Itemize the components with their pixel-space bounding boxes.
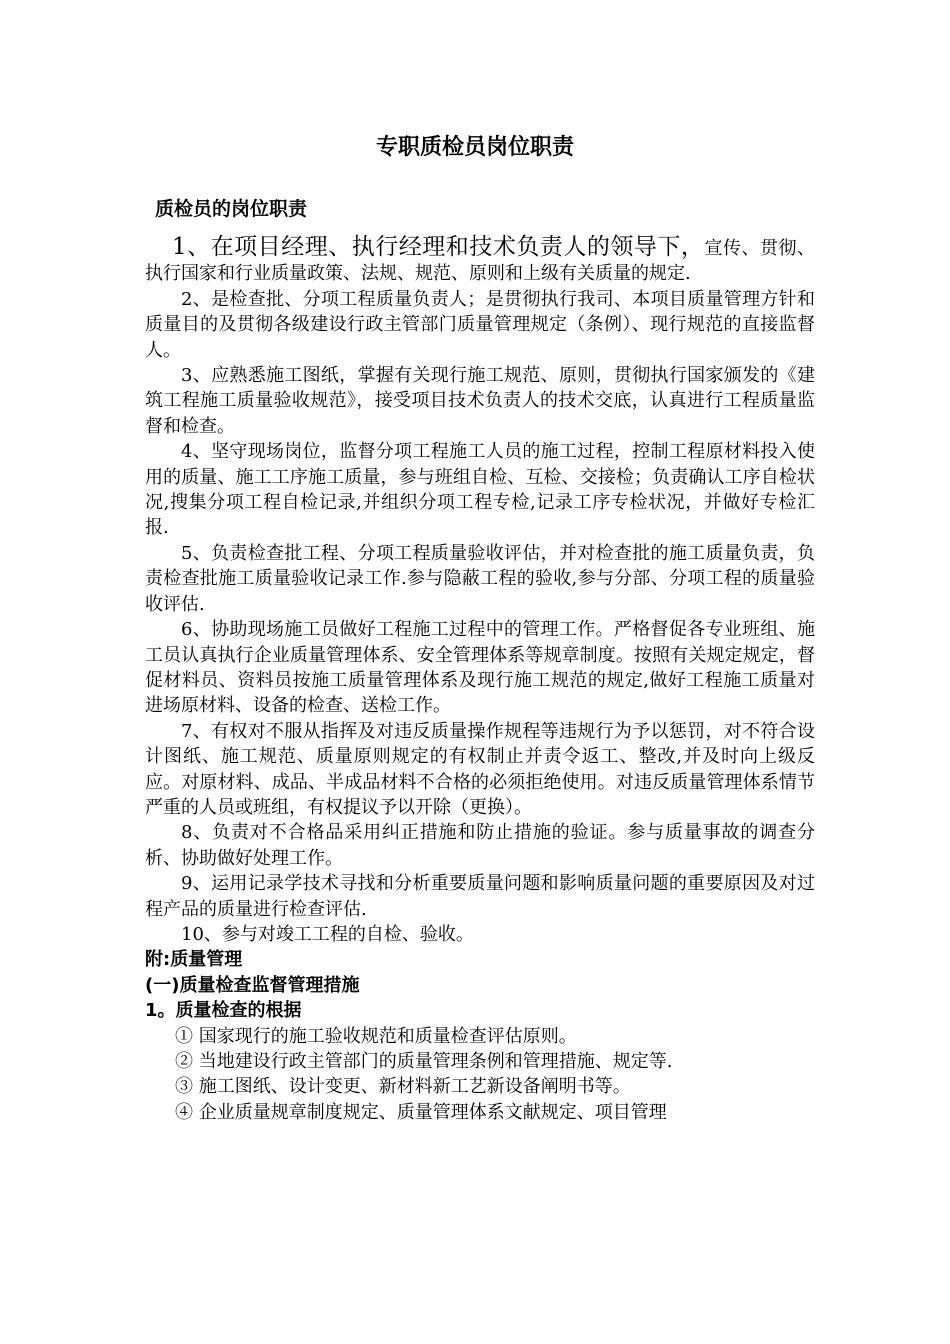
basis-item-2: ② 当地建设行政主管部门的质量管理条例和管理措施、规定等. xyxy=(175,1051,673,1072)
paragraph-1-text: 宣传、贯彻、执行国家和行业质量政策、法规、规范、原则和上级有关质量的规定. xyxy=(145,238,816,285)
document-title: 专职质检员岗位职责 xyxy=(375,135,574,160)
paragraph-2: 2、是检查批、分项工程质量负责人；是贯彻执行我司、本项目质量管理方针和质量目的及贯彻各级建设行政主管部门质量管理规定（条例）、现行规范的直接监督人。 xyxy=(145,288,815,361)
paragraph-8: 8、负责对不合格品采用纠正措施和防止措施的验证。参与质量事故的调查分析、协助做好处理工作。 xyxy=(145,822,815,869)
paragraph-10: 10、参与对竣工工程的自检、验收。 xyxy=(181,923,474,945)
basis-item-1: ① 国家现行的施工验收规范和质量检查评估原则。 xyxy=(175,1025,577,1047)
paragraph-6: 6、协助现场施工员做好工程施工过程中的管理工作。严格督促各专业班组、施工员认真执行企业质量管理体系、安全管理体系等规章制度。按照有关规定规定，督促材料员、资料员按施工质量管理体系及现行施工规范的规定,做好工程施工质量对进场原材料、设备的检查、送检工作。 xyxy=(145,619,815,717)
item-heading: 1。质量检查的根据 xyxy=(145,1000,302,1022)
basis-item-4: ④ 企业质量规章制度规定、质量管理体系文献规定、项目管理 xyxy=(175,1101,667,1123)
basis-item-3: ③ 施工图纸、设计变更、新材料新工艺新设备阐明书等。 xyxy=(175,1076,631,1098)
paragraph-4: 4、坚守现场岗位，监督分项工程施工人员的施工过程，控制工程原材料投入使用的质量、施工工序施工质量，参与班组自检、互检、交接检；负责确认工序自检状况,搜集分项工程自检记录,并组织分项工程专检,记录工序专检状况，并做好专检汇报. xyxy=(145,441,815,539)
document-body xyxy=(145,235,815,1125)
paragraph-3: 3、应熟悉施工图纸，掌握有关现行施工规范、原则，贯彻执行国家颁发的《建筑工程施工质量验收规范》，接受项目技术负责人的技术交底，认真进行工程质量监督和检查。 xyxy=(145,365,815,437)
subsection-heading: (一)质量检查监督管理措施 xyxy=(145,974,360,996)
paragraph-5: 5、负责检查批工程、分项工程质量验收评估，并对检查批的施工质量负责，负责检查批施工质量验收记录工作.参与隐蔽工程的验收,参与分部、分项工程的质量验收评估. xyxy=(145,542,815,615)
appendix-heading: 附:质量管理 xyxy=(145,949,243,971)
paragraph-9: 9、运用记录学技术寻找和分析重要质量问题和影响质量问题的重要原因及对过程产品的质量进行检查评估. xyxy=(145,873,815,920)
paragraph-1-lead: 1、在项目经理、执行经理和技术负责人的领导下， xyxy=(172,234,705,260)
section-heading: 质检员的岗位职责 xyxy=(155,198,308,220)
paragraph-7: 7、有权对不服从指挥及对违反质量操作规程等违规行为予以惩罚，对不符合设计图纸、施工规范、质量原则规定的有权制止并责令返工、整改,并及时向上级反应。对原材料、成品、半成品材料不合格的必须拒绝使用。对违反质量管理体系情节严重的人员或班组，有权提议予以开除（更换）。 xyxy=(145,720,815,818)
paragraph-1 xyxy=(145,235,815,287)
